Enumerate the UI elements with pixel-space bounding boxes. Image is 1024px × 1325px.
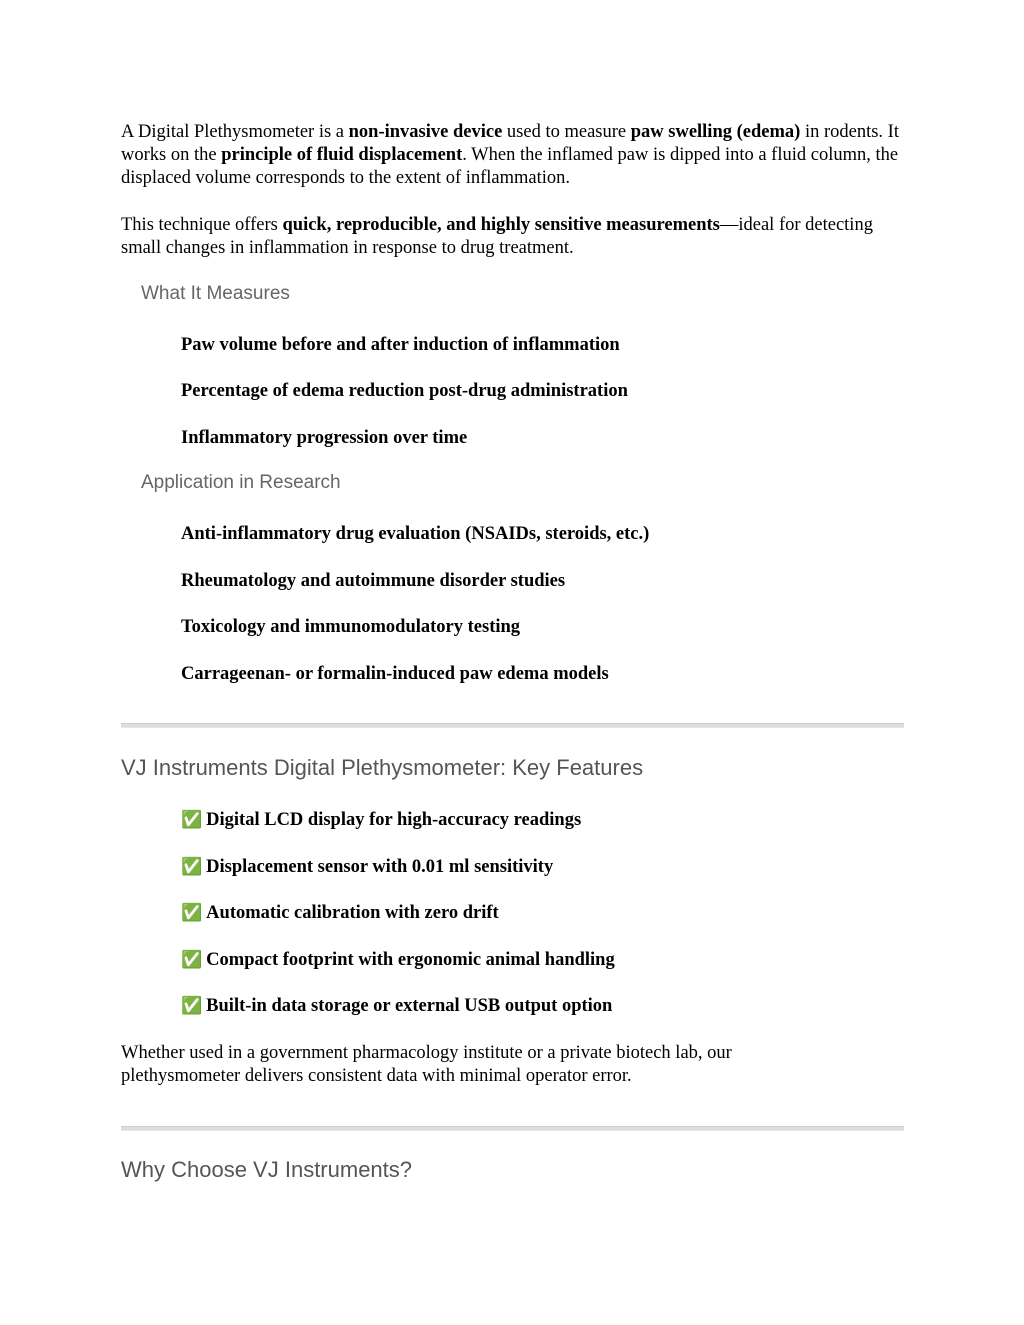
bold-text: paw swelling (edema) [630,122,801,142]
bold-text: principle of fluid displacement [221,145,463,165]
check-icon: ✅ [181,996,203,1016]
features-title: VJ Instruments Digital Plethysmometer: Key Features [121,755,644,780]
application-item: Anti-inflammatory drug evaluation (NSAIDs, steroids, etc.) [181,524,650,544]
measures-heading: What It Measures [141,283,290,304]
text-run: in rodents. It works on the [121,122,899,165]
feature-item [181,995,612,1018]
check-icon: ✅ [181,857,203,877]
feature-label: Compact footprint with ergonomic animal handling [206,950,615,970]
application-item: Toxicology and immunomodulatory testing [181,617,521,637]
text-run: . When the inflamed paw is dipped into a fluid column, the displaced volume corresponds to the extent of inflammation. [121,145,899,188]
feature-item [181,856,553,879]
divider [121,1126,904,1131]
intro-paragraph-2 [121,214,904,260]
feature-item [181,949,615,972]
feature-label: Digital LCD display for high-accuracy readings [206,810,582,830]
text-run: used to measure [502,122,631,142]
closing-paragraph: Whether used in a government pharmacology institute or a private biotech lab, our plethysmometer delivers consistent data with minimal operator error. [121,1043,732,1086]
feature-item [181,809,581,832]
text-run: —ideal for detecting small changes in inflammation in response to drug treatment. [121,215,873,258]
feature-item [181,902,499,925]
divider [121,723,904,728]
why-choose-title: Why Choose VJ Instruments? [121,1157,413,1182]
check-icon: ✅ [181,810,203,830]
feature-label: Displacement sensor with 0.01 ml sensitivity [206,857,554,877]
measures-item: Paw volume before and after induction of inflammation [181,335,620,355]
intro-paragraph-1 [121,121,904,190]
check-icon: ✅ [181,950,203,970]
feature-label: Automatic calibration with zero drift [206,903,499,923]
application-item: Carrageenan- or formalin-induced paw edema models [181,664,609,684]
bold-text: non-invasive device [348,122,503,142]
application-item: Rheumatology and autoimmune disorder studies [181,571,566,591]
text-run: A Digital Plethysmometer is a [121,122,349,142]
bold-text: quick, reproducible, and highly sensitive measurements [282,215,720,235]
application-heading: Application in Research [141,472,341,493]
measures-item: Percentage of edema reduction post-drug administration [181,381,628,401]
feature-label: Built-in data storage or external USB output option [206,996,613,1016]
check-icon: ✅ [181,903,203,923]
measures-item: Inflammatory progression over time [181,428,468,448]
text-run: This technique offers [121,215,283,235]
